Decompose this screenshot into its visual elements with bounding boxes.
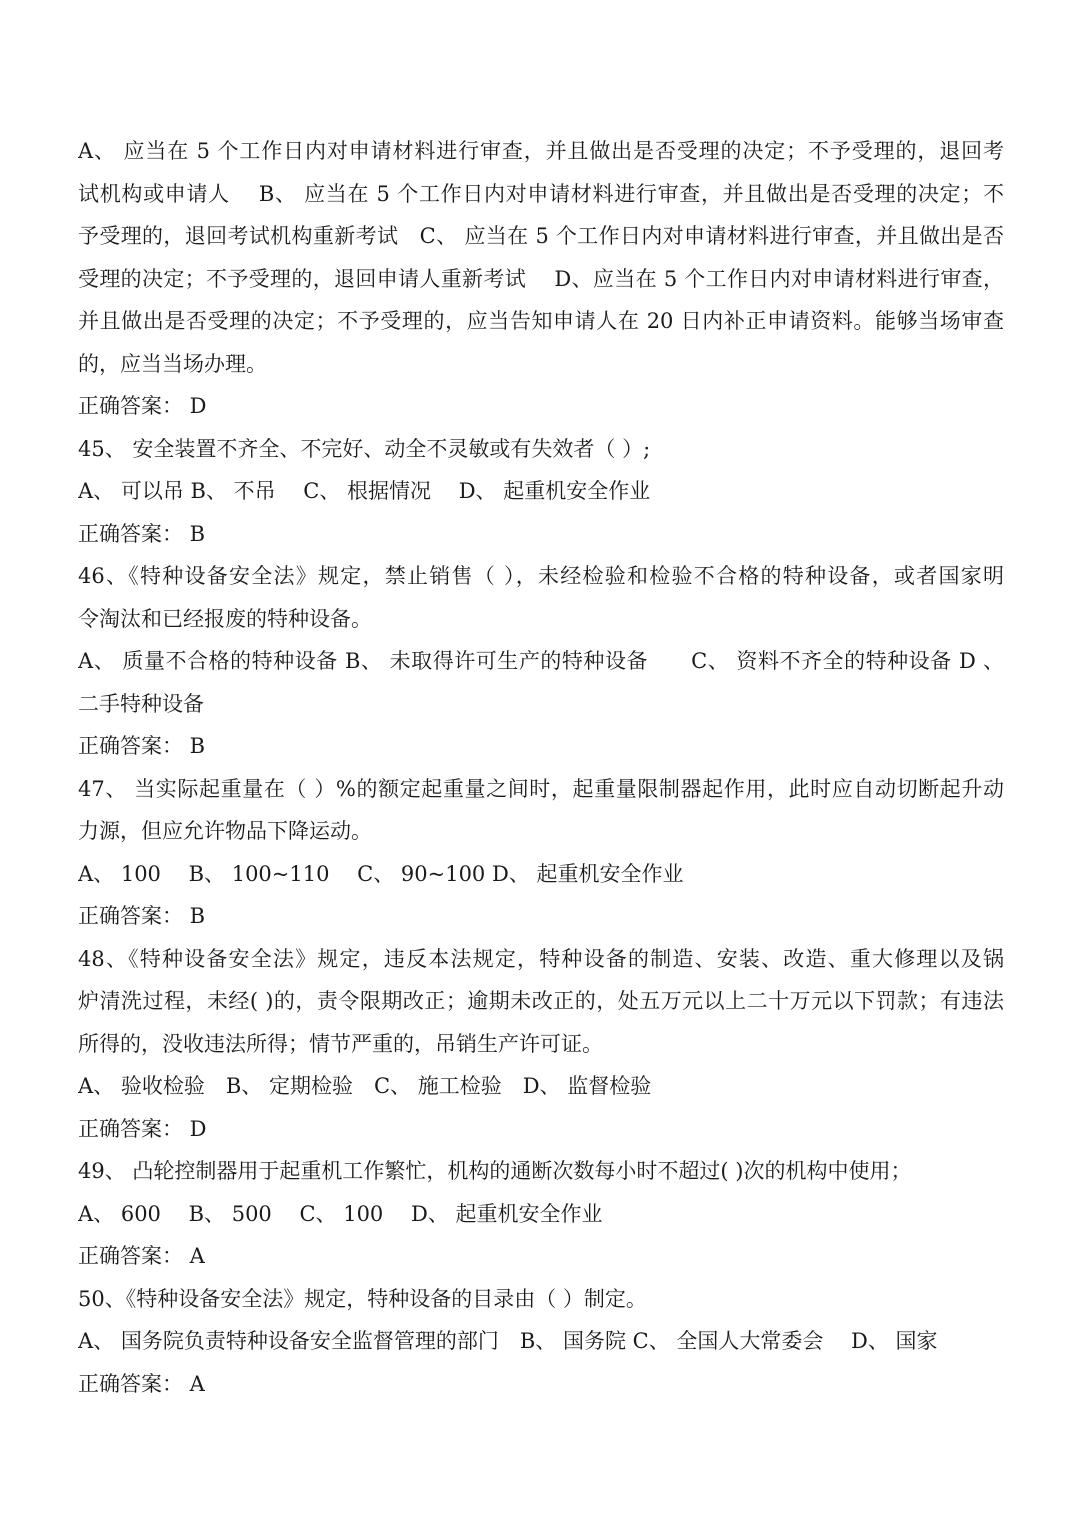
question-46: 46、《特种设备安全法》规定，禁止销售（ ），未经检验和检验不合格的特种设备，或者国家明 [78, 564, 1004, 588]
option-text-line: A、 应当在 5 个工作日内对申请材料进行审查，并且做出是否受理的决定；不予受理的，退回考 [78, 139, 1004, 163]
option-text-line: 试机构或申请人 B、 应当在 5 个工作日内对申请材料进行审查，并且做出是否受理的决定；不 [78, 181, 1004, 206]
question-50-options: A、 国务院负责特种设备安全监督管理的部门 B、 国务院 C、 全国人大常委会 D、 国家 [78, 1329, 938, 1353]
question-48-options: A、 验收检验 B、 定期检验 C、 施工检验 D、 监督检验 [78, 1074, 652, 1098]
answer-line: 正确答案： D [78, 1116, 207, 1141]
option-text-line: 的，应当当场办理。 [78, 351, 267, 376]
question-47-cont: 力源，但应允许物品下降运动。 [78, 819, 372, 843]
option-text-line: 受理的决定；不予受理的，退回申请人重新考试 D、应当在 5 个工作日内对申请材料进行审查， [78, 266, 1004, 291]
document-page [78, 130, 1004, 1405]
option-text-line: 并且做出是否受理的决定；不予受理的，应当告知申请人在 20 日内补正申请资料。能够当场审查 [78, 309, 1004, 333]
option-text-line: 予受理的，退回考试机构重新考试 C、 应当在 5 个工作日内对申请材料进行审查，并且做出是否 [78, 224, 1004, 248]
answer-line: 正确答案： B [78, 521, 206, 546]
question-45: 45、 安全装置不齐全、不完好、动全不灵敏或有失效者（ ）; [78, 436, 651, 461]
question-46-cont: 令淘汰和已经报废的特种设备。 [78, 606, 372, 631]
question-48-cont: 所得的，没收违法所得；情节严重的，吊销生产许可证。 [78, 1031, 603, 1056]
question-46-options: A、 质量不合格的特种设备 B、 未取得许可生产的特种设备 C、 资料不齐全的特种设备 D 、 [78, 649, 1004, 673]
answer-line: 正确答案： D [78, 394, 207, 418]
question-49-options: A、 600 B、 500 C、 100 D、 起重机安全作业 [78, 1201, 603, 1226]
question-48-cont: 炉清洗过程，未经( )的，责令限期改正；逾期未改正的，处五万元以上二十万元以下罚款；有违法 [78, 989, 1004, 1013]
question-47-options: A、 100 B、 100~110 C、 90~100 D、 起重机安全作业 [78, 861, 684, 886]
question-45-options: A、 可以吊 B、 不吊 C、 根据情况 D、 起重机安全作业 [78, 479, 651, 503]
question-50: 50、《特种设备安全法》规定，特种设备的目录由（ ）制定。 [78, 1286, 647, 1311]
answer-line: 正确答案： B [78, 904, 206, 928]
answer-line: 正确答案： A [78, 1244, 205, 1268]
answer-line: 正确答案： A [78, 1371, 205, 1396]
question-47: 47、 当实际起重量在（ ）%的额定起重量之间时，起重量限制器起作用，此时应自动切断起升动 [78, 776, 1004, 801]
question-48: 48、《特种设备安全法》规定，违反本法规定，特种设备的制造、安装、改造、重大修理以及锅 [78, 946, 1004, 971]
question-49: 49、 凸轮控制器用于起重机工作繁忙，机构的通断次数每小时不超过( )次的机构中使用； [78, 1159, 912, 1183]
question-46-options-cont: 二手特种设备 [78, 691, 204, 716]
answer-line: 正确答案： B [78, 734, 206, 758]
